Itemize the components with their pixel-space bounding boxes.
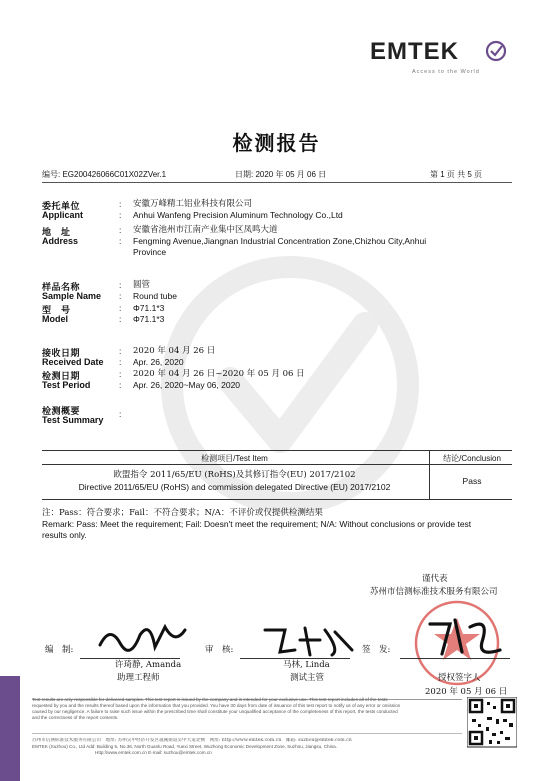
brand-name: EMTEK xyxy=(370,38,459,65)
compiler-label: 编 制: xyxy=(45,645,74,655)
approver-label: 签 发: xyxy=(362,645,391,655)
applicant-name-en: Anhui Wanfeng Precision Aluminum Technology Co.,Ltd xyxy=(133,210,343,220)
received-label-cn: 接收日期 xyxy=(42,349,81,359)
qr-code-icon xyxy=(467,697,517,759)
period-label-cn: 检测日期 xyxy=(42,372,81,382)
applicant-label-en: Applicant xyxy=(42,210,84,220)
applicant-label-cn: 委托单位 xyxy=(42,202,81,212)
report-title: 检测报告 xyxy=(232,131,321,155)
sample-name-en: Round tube xyxy=(133,291,177,301)
reviewer-name: 马林, Linda xyxy=(283,660,330,670)
received-date-cn: 2020 年 04 月 26 日 xyxy=(133,346,216,356)
disclaimer-line4: and the correctness of the report contents. xyxy=(32,715,119,720)
report-number: 编号: EG200426066C01X02ZVer.1 xyxy=(42,170,167,179)
compiler-title: 助理工程师 xyxy=(117,673,160,683)
report-date: 日期: 2020 年 05 月 06 日 xyxy=(235,170,327,179)
table-header-rule xyxy=(42,464,512,465)
address-en-line1: Fengming Avenue,Jiangnan Industrial Concentration Zone,Chizhou City,Anhui xyxy=(133,236,427,246)
side-accent-strip xyxy=(0,676,20,781)
check-circle-logo-icon xyxy=(485,40,507,62)
table-header-conclusion: 结论/Conclusion xyxy=(443,454,501,463)
web-contact-line: Http://www.emtek.com.cn E-mail: suzhou@emtek.com.cn xyxy=(95,750,212,755)
received-date-en: Apr. 26, 2020 xyxy=(133,357,184,367)
address-en-line2: Province xyxy=(133,247,167,257)
address-en-line: EMTEK (Suzhou) Co., Ltd Add: Building 5, No.36, North Guanlu Road, Yuexi Street, Wuzhong Economic Development Zone, Suzhou, Jiangsu, China. xyxy=(32,744,337,749)
test-item-en: Directive 2011/65/EU (RoHS) and commission delegated Directive (EU) 2017/2102 xyxy=(78,482,391,492)
test-item-cn: 欧盟指令 2011/65/EU (RoHS)及其修订指令(EU) 2017/2102 xyxy=(113,470,356,480)
reviewer-label: 审 核: xyxy=(205,645,234,655)
compiler-name: 许琦静, Amanda xyxy=(115,660,182,670)
remark-en-line1: Remark: Pass: Meet the requirement; Fail: Doesn't meet the requirement; N/A: Without conclusions or provide test xyxy=(42,519,472,529)
sample-name-cn: 圆管 xyxy=(133,280,151,290)
summary-colon: : xyxy=(119,409,122,419)
address-divider xyxy=(32,733,462,734)
behalf-company: 苏州市信测标准技术服务有限公司 xyxy=(370,587,498,597)
model-label-en: Model xyxy=(42,314,68,324)
model-value-2: Φ71.1*3 xyxy=(133,314,165,324)
header-divider xyxy=(42,182,512,183)
summary-label-en: Test Summary xyxy=(42,415,104,425)
approver-signature-icon xyxy=(420,612,510,662)
behalf-label: 谨代表 xyxy=(422,574,448,584)
remark-cn: 注：Pass：符合要求；Fail：不符合要求；N/A：不评价或仅提供检测结果 xyxy=(42,508,323,518)
approver-title: 授权签字人 xyxy=(438,673,481,683)
disclaimer-line1: Test results are only responsible for delivered samples. This test report is issued by the company and is intended for your exclusive use. This test report includes all of the tests xyxy=(32,697,388,702)
brand-logo xyxy=(370,38,510,66)
brand-tagline: Access to the World xyxy=(412,69,480,75)
model-label-cn: 型 号 xyxy=(42,306,71,316)
applicant-name-cn: 安徽万峰精工铝业科技有限公司 xyxy=(133,199,253,209)
period-label-en: Test Period xyxy=(42,380,91,390)
test-period-en: Apr. 26, 2020~May 06, 2020 xyxy=(133,380,241,390)
table-header-item: 检测项目/Test Item xyxy=(201,454,268,463)
table-bottom-rule xyxy=(42,499,512,500)
compiler-signature-icon xyxy=(95,615,195,660)
sample-name-label-en: Sample Name xyxy=(42,291,102,301)
table-column-divider xyxy=(429,450,430,500)
conclusion-value: Pass xyxy=(462,476,482,486)
sample-name-label-cn: 样品名称 xyxy=(42,283,81,293)
address-label-cn: 地 址 xyxy=(42,228,71,238)
summary-label-cn: 检测概要 xyxy=(42,407,81,417)
table-top-rule xyxy=(42,450,512,451)
model-value-1: Φ71.1*3 xyxy=(133,303,165,313)
address-cn-line: 苏州市信测标准技术服务有限公司 地址: 苏州吴中经济开发区越溪街道吴中大道北侧 网址: http://www.emtek.com.cn 邮箱: suzhou@emtek.com.cn xyxy=(32,738,352,743)
test-period-cn: 2020 年 04 月 26 日~2020 年 05 月 06 日 xyxy=(133,369,305,379)
reviewer-signature-icon xyxy=(260,620,360,660)
page-indicator: 第 1 页 共 5 页 xyxy=(430,170,483,179)
sign-date: 2020 年 05 月 06 日 xyxy=(425,687,508,697)
disclaimer-line3: caused by our negligence. A failure to raise such issue within the prescribed time shall constitute your unqualified acceptance of the completeness of this report, the tests conducted xyxy=(32,709,398,714)
received-label-en: Received Date xyxy=(42,357,104,367)
address-label-en: Address xyxy=(42,236,79,246)
address-cn: 安徽省池州市江南产业集中区凤鸣大道 xyxy=(133,225,278,235)
disclaimer-line2: requested by you and the results thereof based upon the information that you provided. You have 30 days from date of issuance of this test report to notify us of any error or omission xyxy=(32,703,401,708)
reviewer-title: 测试主管 xyxy=(290,673,325,683)
remark-en-line2: results only. xyxy=(42,530,87,540)
